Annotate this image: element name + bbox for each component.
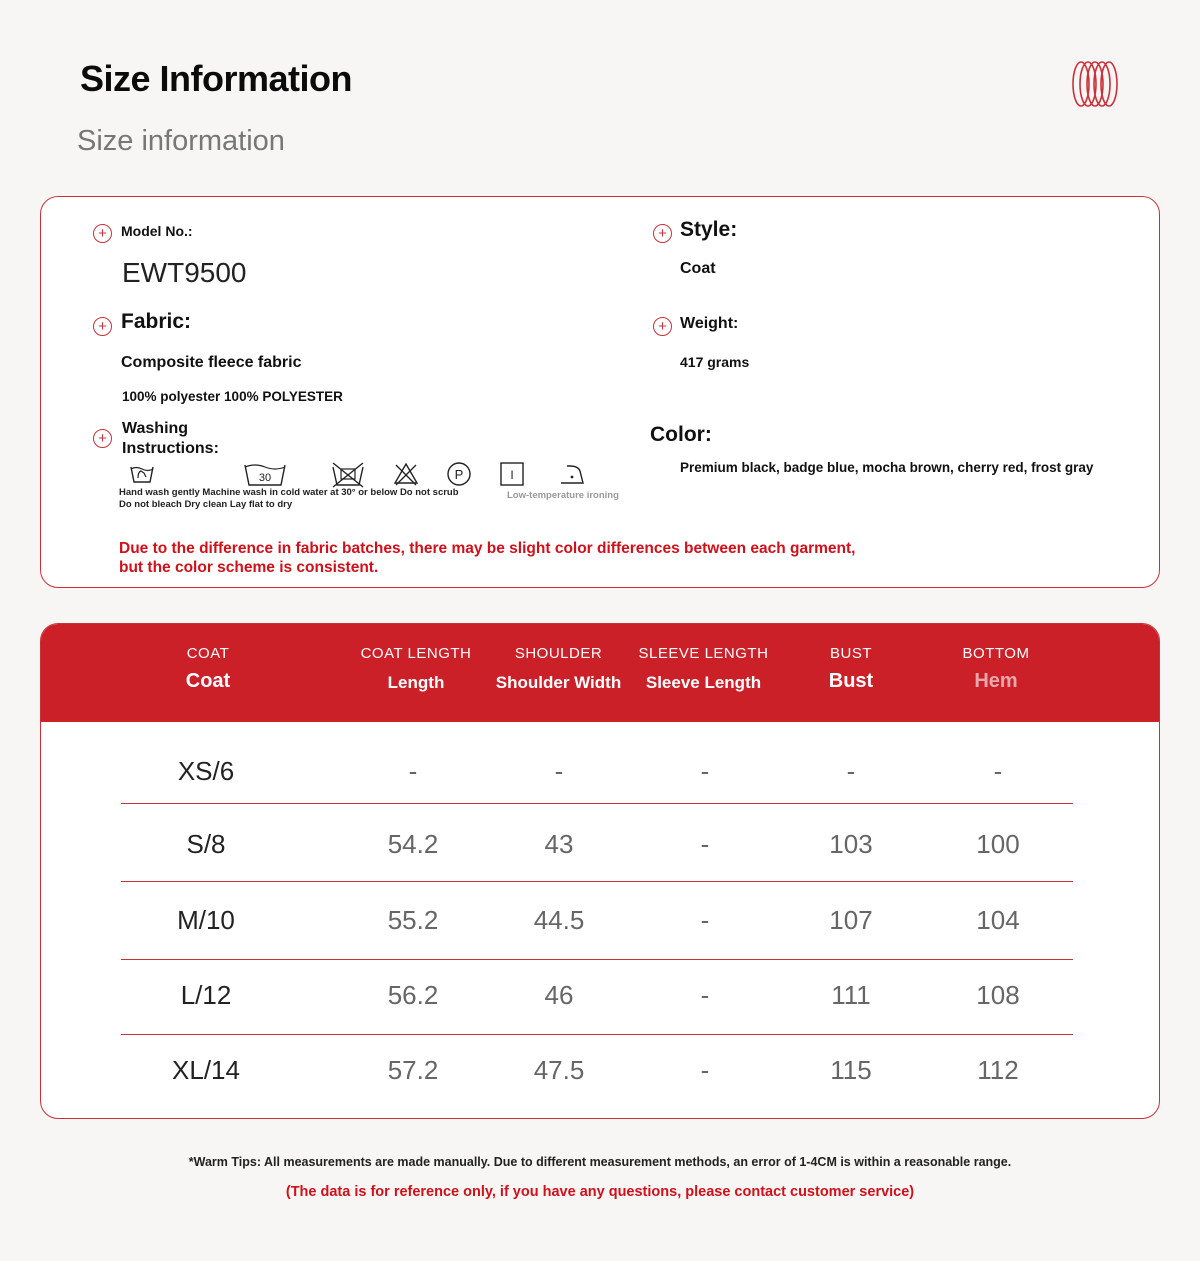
page-title: Size Information <box>80 58 353 99</box>
size-cell: M/10 <box>177 905 235 935</box>
page-subtitle: Size information <box>77 125 285 157</box>
header-coat-bottom: Coat <box>185 670 231 692</box>
size-table-header <box>41 624 1159 722</box>
length-cell: - <box>408 756 418 786</box>
bust-cell: - <box>846 756 856 786</box>
warm-tips: *Warm Tips: All measurements are made manually. Due to different measurement methods, an error of 1-4CM is within a reasonable range. <box>188 1155 1012 1169</box>
bust-cell: 103 <box>829 829 873 859</box>
hem-cell: 112 <box>977 1055 1019 1085</box>
washing-label-line1: Washing <box>122 420 189 437</box>
color-difference-notice <box>119 539 855 577</box>
color-value: Premium black, badge blue, mocha brown, cherry red, frost gray <box>680 460 1094 475</box>
table-row <box>121 807 1073 882</box>
bust-cell: 111 <box>831 980 871 1010</box>
header-coat-top: COAT <box>186 645 230 662</box>
reference-notice: (The data is for reference only, if you have any questions, please contact customer service) <box>285 1184 915 1200</box>
notice-line2: but the color scheme is consistent. <box>119 559 379 576</box>
sleeve-cell: - <box>700 1055 710 1085</box>
size-cell: L/12 <box>180 980 232 1010</box>
header-hem-top: BOTTOM <box>962 645 1030 662</box>
notice-line1: Due to the difference in fabric batches, there may be slight color differences between each garment, <box>119 540 856 557</box>
table-row <box>121 1033 1073 1108</box>
washing-caption-line1: Hand wash gently Machine wash in cold water at 30° or below Do not scrub <box>119 487 459 498</box>
table-row <box>121 883 1073 958</box>
fabric-value: Composite fleece fabric <box>121 354 302 371</box>
header-hem-bottom: Hem <box>974 670 1018 692</box>
sleeve-cell: - <box>700 829 710 859</box>
style-label: Style: <box>680 218 738 241</box>
header-length-bottom: Length <box>387 673 445 692</box>
hem-cell: - <box>993 756 1003 786</box>
bust-cell: 107 <box>829 905 873 935</box>
header-length-top: COAT LENGTH <box>360 645 472 662</box>
header-sleeve-top: SLEEVE LENGTH <box>638 645 769 662</box>
lay-flat-dry-icon <box>499 461 525 487</box>
washing-caption-line2: Do not bleach Dry clean Lay flat to dry <box>119 499 293 510</box>
style-value: Coat <box>680 260 716 277</box>
shoulder-cell: - <box>554 756 564 786</box>
length-cell: 56.2 <box>387 980 439 1010</box>
sleeve-cell: - <box>700 905 710 935</box>
low-temp-ironing-label: Low-temperature ironing <box>507 490 619 501</box>
header-shoulder-top: SHOULDER <box>514 645 603 662</box>
do-not-scrub-icon <box>330 461 366 489</box>
lay-flat-mark: I <box>510 468 514 482</box>
shoulder-cell: 43 <box>544 829 574 859</box>
wash-temp-text: 30 <box>258 472 272 484</box>
model-label: Model No.: <box>121 223 193 239</box>
ring-coil-icon <box>1070 58 1122 110</box>
row-divider <box>121 881 1073 882</box>
header-bust-bottom: Bust <box>828 670 874 692</box>
plus-icon: + <box>653 317 672 336</box>
fabric-label: Fabric: <box>121 310 192 333</box>
bust-cell: 115 <box>830 1055 872 1085</box>
hem-cell: 104 <box>976 905 1020 935</box>
hand-wash-icon <box>129 461 155 485</box>
washing-label-line2: Instructions: <box>122 440 219 457</box>
row-divider <box>121 803 1073 804</box>
table-row <box>121 734 1073 809</box>
washing-caption <box>119 487 499 511</box>
plus-icon: + <box>93 429 112 448</box>
weight-label: Weight: <box>680 315 739 332</box>
length-cell: 54.2 <box>387 829 439 859</box>
dry-clean-icon <box>446 461 472 487</box>
shoulder-cell: 47.5 <box>533 1055 585 1085</box>
dry-clean-letter: P <box>454 467 464 482</box>
product-info-panel <box>40 196 1160 588</box>
length-cell: 57.2 <box>387 1055 439 1085</box>
shoulder-cell: 44.5 <box>533 905 585 935</box>
color-label: Color: <box>650 423 712 446</box>
size-table <box>40 623 1160 1119</box>
plus-icon: + <box>653 224 672 243</box>
fabric-detail: 100% polyester 100% POLYESTER <box>122 389 343 404</box>
size-cell: S/8 <box>186 829 226 859</box>
plus-icon: + <box>93 224 112 243</box>
plus-icon: + <box>93 317 112 336</box>
iron-icon <box>558 461 586 487</box>
hem-cell: 108 <box>976 980 1020 1010</box>
shoulder-cell: 46 <box>544 980 574 1010</box>
hem-cell: 100 <box>976 829 1020 859</box>
header-bust-top: BUST <box>829 645 872 662</box>
table-row <box>121 958 1073 1033</box>
do-not-bleach-icon <box>393 461 419 487</box>
machine-wash-30-icon <box>243 461 287 487</box>
sleeve-cell: - <box>700 980 710 1010</box>
size-cell: XL/14 <box>172 1055 240 1085</box>
weight-value: 417 grams <box>680 354 750 370</box>
header-sleeve-bottom: Sleeve Length <box>645 673 762 692</box>
model-value: EWT9500 <box>122 257 247 288</box>
header-shoulder-bottom: Shoulder Width <box>495 673 622 692</box>
length-cell: 55.2 <box>387 905 439 935</box>
washing-label <box>122 419 219 459</box>
sleeve-cell: - <box>700 756 710 786</box>
size-cell: XS/6 <box>177 756 235 786</box>
